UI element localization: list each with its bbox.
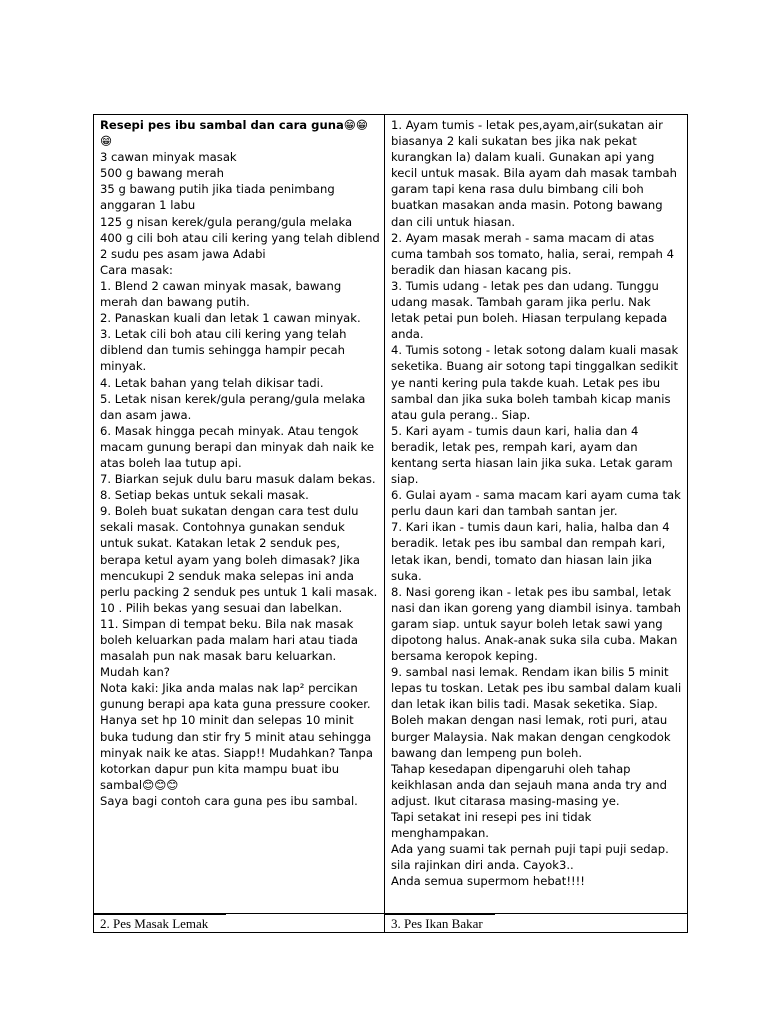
text-line: 8. Setiap bekas untuk sekali masak. <box>100 488 309 503</box>
left-column-text <box>94 115 384 913</box>
text-line: 400 g cili boh atau cili kering yang telah diblend <box>100 230 380 245</box>
text-line: 7. Biarkan sejuk dulu baru masuk dalam bekas. <box>100 472 376 487</box>
text-line: 9. sambal nasi lemak. Rendam ikan bilis 5 minit lepas tu toskan. Letak pes ibu sambal dalam kuali dan letak ikan bilis tadi. Masak seketika. Siap. Boleh makan dengan nasi lemak, roti puri, atau burger Malaysia. Nak makan dengan cengkodok bawang dan lempeng pun boleh. <box>391 665 685 760</box>
left-cell <box>94 115 385 914</box>
text-line: Ada yang suami tak pernah puji tapi puji sedap. sila rajinkan diri anda. Cayok3.. <box>391 842 673 873</box>
text-line: Cara masak: <box>100 262 173 277</box>
text-line: 11. Simpan di tempat beku. Bila nak masak boleh keluarkan pada malam hari atau tiada masalah pun nak masak baru keluarkan. <box>100 616 362 664</box>
text-line: 5. Letak nisan kerek/gula perang/gula melaka dan asam jawa. <box>100 391 370 422</box>
caption-row <box>94 914 688 933</box>
text-line: Anda semua supermom hebat!!!! <box>391 874 585 889</box>
right-caption: 3. Pes Ikan Bakar <box>391 916 483 931</box>
text-line: 10 . Pilih bekas yang sesuai dan labelkan. <box>100 600 343 615</box>
text-line: 6. Masak hingga pecah minyak. Atau tengok macam gunung berapi dan minyak dah naik ke atas boleh laa tutup api. <box>100 423 378 470</box>
text-line: 2. Panaskan kuali dan letak 1 cawan minyak. <box>100 311 361 326</box>
text-line: Mudah kan? <box>100 665 170 680</box>
text-line: 1. Blend 2 cawan minyak masak, bawang merah dan bawang putih. <box>100 278 345 310</box>
text-line: 4. Letak bahan yang telah dikisar tadi. <box>100 375 324 390</box>
recipe-title: Resepi pes ibu sambal dan cara guna😁😁😁 <box>100 118 368 149</box>
text-line: 2. Ayam masak merah - sama macam di atas cuma tambah sos tomato, halia, serai, rempah 4 beradik dan hiasan kacang pis. <box>391 230 678 277</box>
recipe-table <box>93 114 688 933</box>
content-row <box>94 115 688 914</box>
right-caption-cell <box>385 914 688 933</box>
text-line: 3. Letak cili boh atau cili kering yang telah diblend dan tumis sehingga hampir pecah minyak. <box>100 327 351 374</box>
text-line: Tahap kesedapan dipengaruhi oleh tahap keikhlasan anda dan sejauh mana anda try and adjust. Ikut citarasa masing-masing ye. <box>391 761 671 808</box>
text-line: 3 cawan minyak masak <box>100 150 237 165</box>
text-line: 9. Boleh buat sukatan dengan cara test dulu sekali masak. Contohnya gunakan senduk untuk sukat. Katakan letak 2 senduk pes, berapa ketul ayam yang boleh dimasak? Jika mencukupi 2 senduk maka selepas ini anda perlu packing 2 senduk pes untuk 1 kali masak. <box>100 504 378 599</box>
text-line: 8. Nasi goreng ikan - letak pes ibu sambal, letak nasi dan ikan goreng yang diambil isinya. tambah garam siap. untuk sayur boleh letak sawi yang dipotong halus. Anak-anak suka sila cuba. Makan bersama keropok keping. <box>391 584 685 664</box>
right-column-text <box>385 115 687 913</box>
right-cell <box>385 115 688 914</box>
left-lines <box>100 149 380 809</box>
text-line: 5. Kari ayam - tumis daun kari, halia dan 4 beradik, letak pes, rempah kari, ayam dan kentang serta hiasan lain jika suka. Letak garam siap. <box>391 423 677 487</box>
right-lines <box>391 117 683 890</box>
text-line: 500 g bawang merah <box>100 166 224 181</box>
text-line: 3. Tumis udang - letak pes dan udang. Tunggu udang masak. Tambah garam jika perlu. Nak letak petai pun boleh. Hiasan terpulang kepada anda. <box>391 278 671 342</box>
text-line: 125 g nisan kerek/gula perang/gula melaka <box>100 214 353 229</box>
left-caption: 2. Pes Masak Lemak <box>100 916 209 931</box>
left-caption-cell <box>94 914 385 933</box>
text-line: Nota kaki: Jika anda malas nak lap² percikan gunung berapi apa kata guna pressure cooker. Hanya set hp 10 minit dan selepas 10 minit buka tudung dan stir fry 5 minit atau sehingga minyak naik ke atas. Siapp!! Mudahkan? Tanpa kotorkan dapur pun kita mampu buat ibu sambal😊😊😊 <box>100 681 377 792</box>
text-line: Saya bagi contoh cara guna pes ibu sambal. <box>100 793 358 808</box>
text-line: 6. Gulai ayam - sama macam kari ayam cuma tak perlu daun kari dan tambah santan jer. <box>391 488 685 519</box>
text-line: 4. Tumis sotong - letak sotong dalam kuali masak seketika. Buang air sotong tapi tinggalkan sedikit ye nanti kering pula takde kuah. Letak pes ibu sambal dan jika suka boleh tambah kicap manis atau gula perang.. Siap. <box>391 343 682 422</box>
text-line: Tapi setakat ini resepi pes ini tidak menghampakan. <box>391 810 596 841</box>
text-line: 1. Ayam tumis - letak pes,ayam,air(sukatan air biasanya 2 kali sukatan bes jika nak pekat kurangkan la) dalam kuali. Gunakan api yang kecil untuk masak. Bila ayam dah masak tambah garam tapi kena rasa dulu bimbang cili boh buatkan masakan anda masin. Potong bawang dan cili untuk hiasan. <box>391 118 681 229</box>
text-line: 7. Kari ikan - tumis daun kari, halia, halba dan 4 beradik. letak pes ibu sambal dan rempah kari, letak ikan, bendi, tomato dan hiasan lain jika suka. <box>391 520 674 583</box>
text-line: 35 g bawang putih jika tiada penimbang anggaran 1 labu <box>100 182 339 213</box>
text-line: 2 sudu pes asam jawa Adabi <box>100 246 266 261</box>
